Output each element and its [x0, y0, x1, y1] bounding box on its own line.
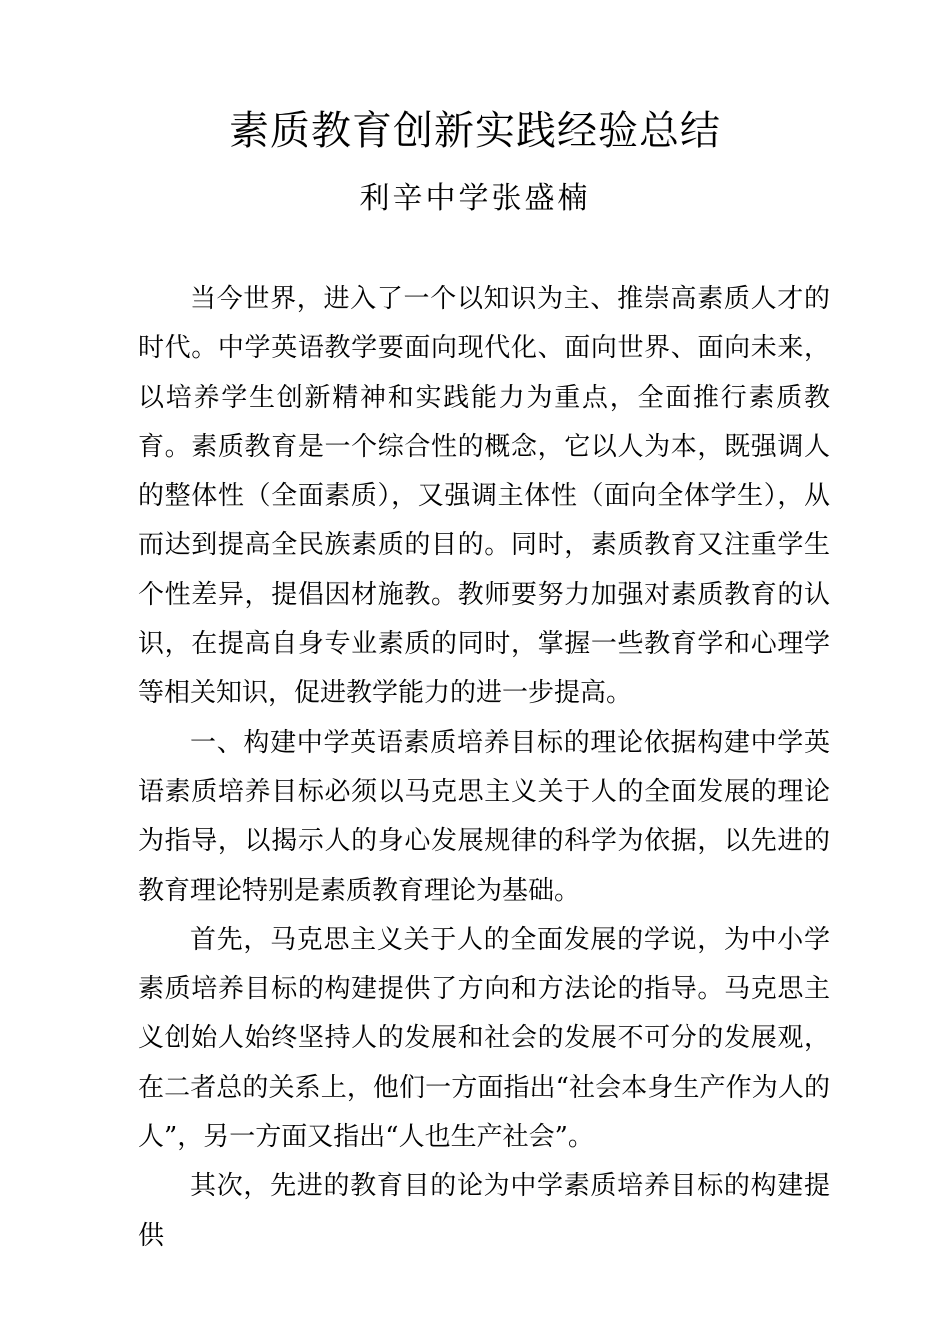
body-paragraph: 一、构建中学英语素质培养目标的理论依据构建中学英语素质培养目标必须以马克思主义关于人的全面发展的理论为指导，以揭示人的身心发展规律的科学为依据，以先进的教育理论特别是素质教育理论为基础。 [138, 727, 830, 906]
body-paragraph: 首先，马克思主义关于人的全面发展的学说，为中小学素质培养目标的构建提供了方向和方法论的指导。马克思主义创始人始终坚持人的发展和社会的发展不可分的发展观，在二者总的关系上，他们一方面指出“社会本身生产作为人的人”，另一方面又指出“人也生产社会”。 [138, 924, 830, 1153]
document-body [138, 275, 830, 1261]
body-paragraph: 当今世界，进入了一个以知识为主、推崇高素质人才的时代。中学英语教学要面向现代化、面向世界、面向未来，以培养学生创新精神和实践能力为重点，全面推行素质教育。素质教育是一个综合性的概念，它以人为本，既强调人的整体性（全面素质），又强调主体性（面向全体学生），从而达到提高全民族素质的目的。同时，素质教育又注重学生个性差异，提倡因材施教。教师要努力加强对素质教育的认识，在提高自身专业素质的同时，掌握一些教育学和心理学等相关知识，促进教学能力的进一步提高。 [138, 284, 830, 709]
document-author: 利辛中学张盛楠 [359, 181, 591, 216]
document-title: 素质教育创新实践经验总结 [229, 108, 721, 154]
body-paragraph: 其次，先进的教育目的论为中学素质培养目标的构建提供 [138, 1171, 830, 1251]
